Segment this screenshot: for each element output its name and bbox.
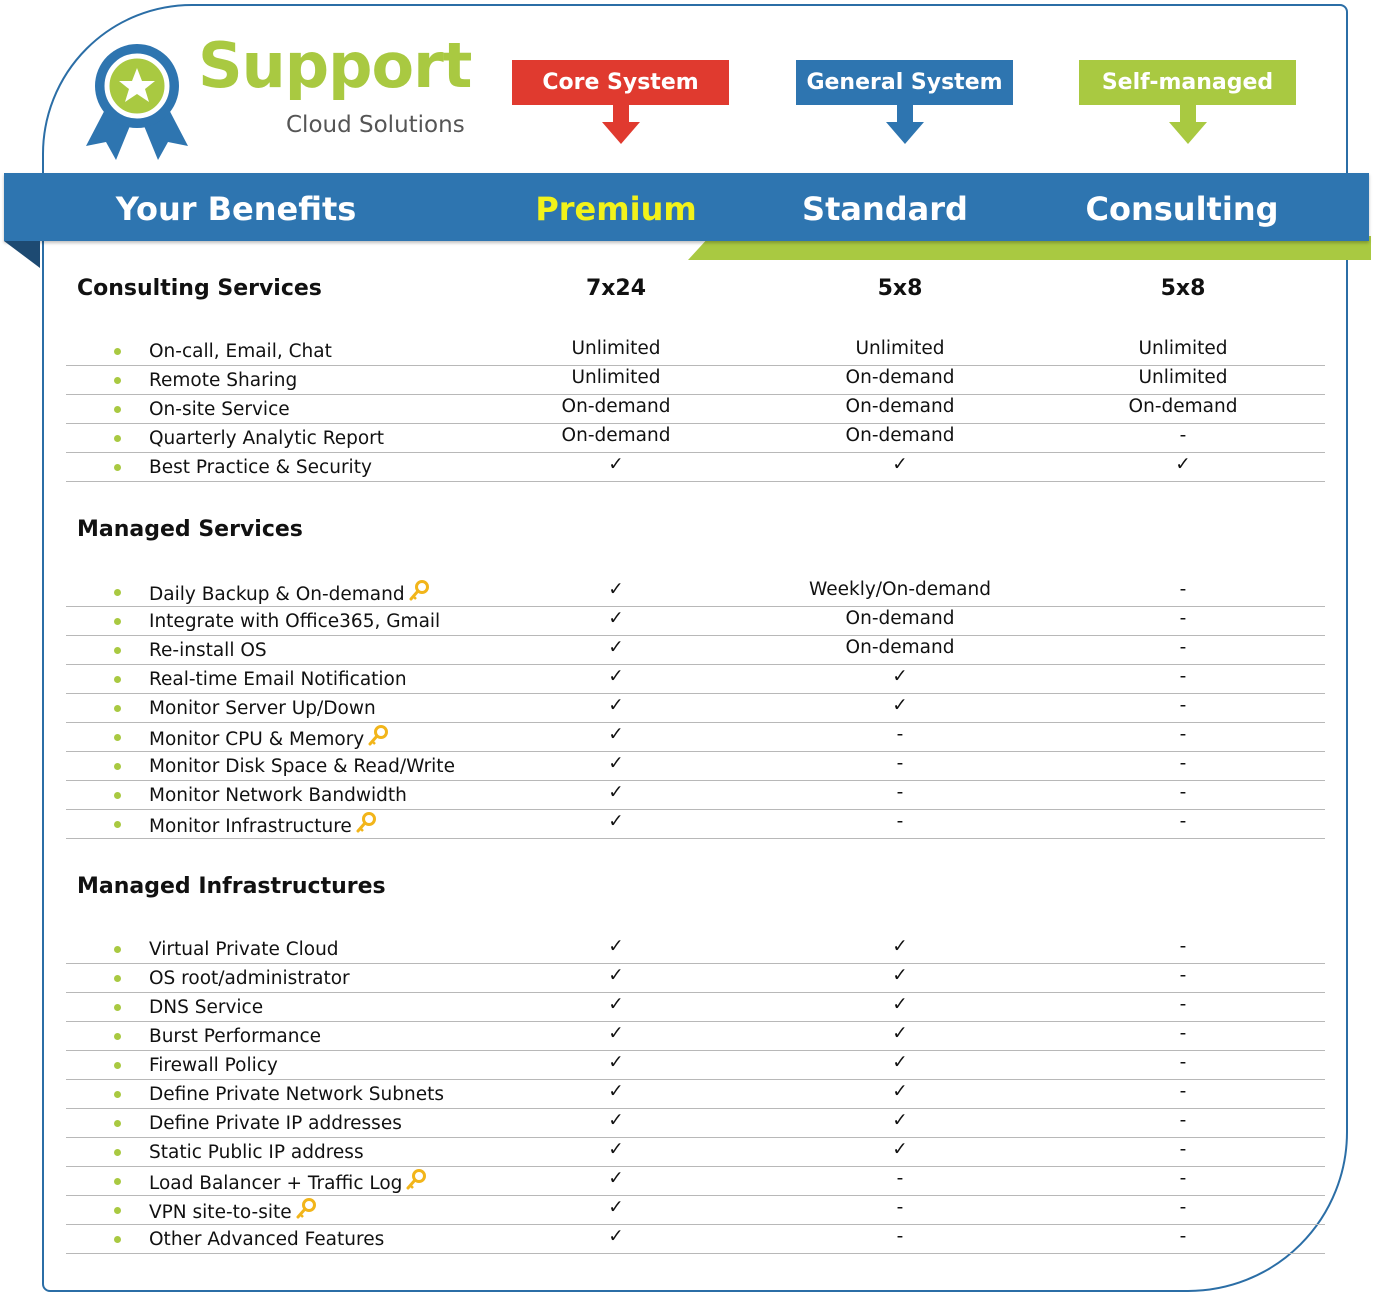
row-label bbox=[149, 696, 376, 722]
checkmark-icon: ✓ bbox=[608, 695, 624, 716]
row-label bbox=[149, 937, 339, 963]
checkmark-icon: ✓ bbox=[608, 1197, 624, 1218]
cell-value: On-demand bbox=[845, 425, 955, 446]
section-title: Managed Services bbox=[77, 517, 303, 542]
table-row bbox=[66, 1079, 1325, 1109]
bullet-icon bbox=[114, 1062, 121, 1069]
header-plan-standard: Standard bbox=[802, 190, 968, 228]
cell-value: - bbox=[1179, 608, 1187, 629]
checkmark-icon: ✓ bbox=[608, 579, 624, 600]
table-row bbox=[66, 751, 1325, 781]
table-row bbox=[66, 365, 1325, 395]
tier-callout-self-managed bbox=[1079, 60, 1296, 105]
row-label-text: Monitor Network Bandwidth bbox=[149, 785, 407, 806]
cell-value: - bbox=[1179, 965, 1187, 986]
bullet-icon bbox=[114, 464, 121, 471]
cell-value: - bbox=[896, 753, 904, 774]
cell-value: - bbox=[896, 724, 904, 745]
bullet-icon bbox=[114, 676, 121, 683]
cell-value: On-demand bbox=[845, 608, 955, 629]
row-label-text: Quarterly Analytic Report bbox=[149, 428, 385, 449]
checkmark-icon: ✓ bbox=[608, 1139, 624, 1160]
table-row bbox=[66, 934, 1325, 964]
row-label-text: VPN site-to-site bbox=[149, 1202, 292, 1223]
bullet-icon bbox=[114, 1236, 121, 1243]
bullet-icon bbox=[114, 647, 121, 654]
header-benefits: Your Benefits bbox=[115, 190, 357, 228]
cell-value: - bbox=[1179, 994, 1187, 1015]
row-label-text: Monitor Disk Space & Read/Write bbox=[149, 756, 455, 777]
row-label bbox=[149, 397, 290, 423]
checkmark-icon: ✓ bbox=[892, 666, 908, 687]
bullet-icon bbox=[114, 1004, 121, 1011]
checkmark-icon: ✓ bbox=[608, 782, 624, 803]
cell-value: - bbox=[896, 782, 904, 803]
bullet-icon bbox=[114, 1178, 121, 1185]
bullet-icon bbox=[114, 734, 121, 741]
checkmark-icon: ✓ bbox=[892, 1052, 908, 1073]
cell-value: Weekly/On-demand bbox=[809, 579, 991, 600]
table-row bbox=[66, 664, 1325, 694]
row-label-text: Virtual Private Cloud bbox=[149, 939, 339, 960]
row-label bbox=[149, 783, 407, 809]
checkmark-icon: ✓ bbox=[608, 753, 624, 774]
bullet-icon bbox=[114, 406, 121, 413]
checkmark-icon: ✓ bbox=[608, 724, 624, 745]
bullet-icon bbox=[114, 348, 121, 355]
row-label-text: Other Advanced Features bbox=[149, 1229, 385, 1250]
row-label bbox=[149, 995, 263, 1021]
checkmark-icon: ✓ bbox=[892, 1081, 908, 1102]
checkmark-icon: ✓ bbox=[892, 1023, 908, 1044]
checkmark-icon: ✓ bbox=[608, 936, 624, 957]
checkmark-icon: ✓ bbox=[608, 454, 624, 475]
cell-value: On-demand bbox=[1128, 396, 1238, 417]
table-row bbox=[66, 722, 1325, 752]
table-row bbox=[66, 577, 1325, 607]
row-label-text: Integrate with Office365, Gmail bbox=[149, 611, 441, 632]
cell-value: - bbox=[1179, 1226, 1187, 1247]
row-label-text: Static Public IP address bbox=[149, 1142, 364, 1163]
table-row bbox=[66, 606, 1325, 636]
row-label bbox=[149, 1111, 402, 1137]
section-hours: 7x24 bbox=[585, 276, 647, 301]
tier-callout-core-system bbox=[512, 60, 729, 105]
bullet-icon bbox=[114, 975, 121, 982]
row-label-text: Real-time Email Notification bbox=[149, 669, 407, 690]
cell-value: Unlimited bbox=[571, 367, 661, 388]
checkmark-icon: ✓ bbox=[608, 637, 624, 658]
section-title: Managed Infrastructures bbox=[77, 874, 386, 899]
cell-value: - bbox=[1179, 695, 1187, 716]
cell-value: - bbox=[1179, 811, 1187, 832]
checkmark-icon: ✓ bbox=[608, 1226, 624, 1247]
table-row bbox=[66, 336, 1325, 366]
bullet-icon bbox=[114, 377, 121, 384]
checkmark-icon: ✓ bbox=[608, 666, 624, 687]
row-label-text: On-site Service bbox=[149, 399, 290, 420]
row-label bbox=[149, 1082, 444, 1108]
cell-value: Unlimited bbox=[571, 338, 661, 359]
row-label-text: Monitor Server Up/Down bbox=[149, 698, 376, 719]
bullet-icon bbox=[114, 1207, 121, 1214]
tier-callout-general-system bbox=[796, 60, 1013, 105]
checkmark-icon: ✓ bbox=[892, 1139, 908, 1160]
row-label bbox=[149, 368, 297, 394]
row-label-text: Define Private Network Subnets bbox=[149, 1084, 444, 1105]
table-row bbox=[66, 423, 1325, 453]
checkmark-icon: ✓ bbox=[608, 1023, 624, 1044]
row-label-text: On-call, Email, Chat bbox=[149, 341, 332, 362]
key-icon bbox=[355, 812, 377, 842]
table-row bbox=[66, 635, 1325, 665]
table-row bbox=[66, 963, 1325, 993]
row-label-text: Firewall Policy bbox=[149, 1055, 278, 1076]
bullet-icon bbox=[114, 1149, 121, 1156]
checkmark-icon: ✓ bbox=[892, 994, 908, 1015]
checkmark-icon: ✓ bbox=[608, 994, 624, 1015]
table-row bbox=[66, 992, 1325, 1022]
row-label-text: Burst Performance bbox=[149, 1026, 322, 1047]
cell-value: Unlimited bbox=[855, 338, 945, 359]
cell-value: On-demand bbox=[561, 396, 671, 417]
bullet-icon bbox=[114, 1091, 121, 1098]
tier-label: Self-managed bbox=[1101, 70, 1274, 95]
cell-value: On-demand bbox=[845, 367, 955, 388]
tier-label: Core System bbox=[542, 70, 699, 95]
row-label bbox=[149, 455, 372, 481]
table-row bbox=[66, 1137, 1325, 1167]
bullet-icon bbox=[114, 1120, 121, 1127]
bullet-icon bbox=[114, 435, 121, 442]
row-label bbox=[149, 1227, 384, 1253]
section-hours: 5x8 bbox=[877, 276, 923, 301]
checkmark-icon: ✓ bbox=[608, 1081, 624, 1102]
row-label-text: Define Private IP addresses bbox=[149, 1113, 402, 1134]
table-row bbox=[66, 1108, 1325, 1138]
bullet-icon bbox=[114, 1033, 121, 1040]
cell-value: On-demand bbox=[845, 637, 955, 658]
bullet-icon bbox=[114, 792, 121, 799]
row-label bbox=[149, 667, 407, 693]
cell-value: - bbox=[1179, 936, 1187, 957]
cell-value: - bbox=[1179, 724, 1187, 745]
row-label-text: Daily Backup & On-demand bbox=[149, 584, 405, 605]
table-row bbox=[66, 780, 1325, 810]
table-row bbox=[66, 394, 1325, 424]
row-label-text: Monitor CPU & Memory bbox=[149, 729, 365, 750]
cell-value: - bbox=[896, 1197, 904, 1218]
table-row bbox=[66, 809, 1325, 839]
cell-value: - bbox=[1179, 1197, 1187, 1218]
checkmark-icon: ✓ bbox=[608, 965, 624, 986]
brand-subtitle: Cloud Solutions bbox=[286, 112, 465, 138]
row-label-text: Best Practice & Security bbox=[149, 457, 372, 478]
checkmark-icon: ✓ bbox=[892, 454, 908, 475]
checkmark-icon: ✓ bbox=[892, 1110, 908, 1131]
checkmark-icon: ✓ bbox=[608, 811, 624, 832]
table-row bbox=[66, 452, 1325, 482]
checkmark-icon: ✓ bbox=[608, 1168, 624, 1189]
checkmark-icon: ✓ bbox=[608, 608, 624, 629]
row-label bbox=[149, 426, 384, 452]
brand-title: Support bbox=[198, 29, 472, 102]
table-row bbox=[66, 1224, 1325, 1254]
bullet-icon bbox=[114, 946, 121, 953]
cell-value: - bbox=[1179, 1052, 1187, 1073]
tier-label: General System bbox=[806, 70, 1003, 95]
cell-value: - bbox=[1179, 782, 1187, 803]
row-label bbox=[149, 1053, 278, 1079]
row-label bbox=[149, 609, 440, 635]
cell-value: - bbox=[1179, 1023, 1187, 1044]
checkmark-icon: ✓ bbox=[1175, 454, 1191, 475]
row-label-text: Monitor Infrastructure bbox=[149, 816, 352, 837]
row-label bbox=[149, 966, 350, 992]
checkmark-icon: ✓ bbox=[608, 1052, 624, 1073]
checkmark-icon: ✓ bbox=[892, 936, 908, 957]
row-label-text: OS root/administrator bbox=[149, 968, 350, 989]
section-hours: 5x8 bbox=[1160, 276, 1206, 301]
table-row bbox=[66, 1166, 1325, 1196]
cell-value: On-demand bbox=[845, 396, 955, 417]
cell-value: - bbox=[1179, 1168, 1187, 1189]
cell-value: - bbox=[1179, 666, 1187, 687]
cell-value: - bbox=[1179, 1110, 1187, 1131]
table-row bbox=[66, 1021, 1325, 1051]
header-band-fold bbox=[4, 241, 40, 268]
cell-value: On-demand bbox=[561, 425, 671, 446]
table-row bbox=[66, 693, 1325, 723]
checkmark-icon: ✓ bbox=[892, 695, 908, 716]
row-label bbox=[149, 638, 267, 664]
header-plan-premium: Premium bbox=[535, 190, 697, 228]
row-label bbox=[149, 1024, 321, 1050]
cell-value: Unlimited bbox=[1138, 367, 1228, 388]
cell-value: - bbox=[1179, 1139, 1187, 1160]
bullet-icon bbox=[114, 821, 121, 828]
bullet-icon bbox=[114, 763, 121, 770]
cell-value: - bbox=[1179, 579, 1187, 600]
row-label bbox=[149, 1140, 364, 1166]
checkmark-icon: ✓ bbox=[608, 1110, 624, 1131]
row-label-text: Re-install OS bbox=[149, 640, 267, 661]
cell-value: - bbox=[1179, 1081, 1187, 1102]
table-row bbox=[66, 1195, 1325, 1225]
cell-value: - bbox=[896, 1226, 904, 1247]
cell-value: - bbox=[1179, 753, 1187, 774]
row-label bbox=[149, 754, 455, 780]
row-label bbox=[149, 812, 377, 842]
award-badge-icon bbox=[82, 38, 192, 162]
checkmark-icon: ✓ bbox=[892, 965, 908, 986]
table-row bbox=[66, 1050, 1325, 1080]
row-label-text: Remote Sharing bbox=[149, 370, 298, 391]
cell-value: - bbox=[1179, 425, 1187, 446]
cell-value: Unlimited bbox=[1138, 338, 1228, 359]
row-label-text: DNS Service bbox=[149, 997, 264, 1018]
cell-value: - bbox=[896, 1168, 904, 1189]
row-label-text: Load Balancer + Traffic Log bbox=[149, 1173, 403, 1194]
bullet-icon bbox=[114, 589, 121, 596]
row-label bbox=[149, 339, 332, 365]
bullet-icon bbox=[114, 618, 121, 625]
header-plan-consulting: Consulting bbox=[1085, 190, 1279, 228]
section-title: Consulting Services bbox=[77, 276, 322, 301]
cell-value: - bbox=[896, 811, 904, 832]
bullet-icon bbox=[114, 705, 121, 712]
cell-value: - bbox=[1179, 637, 1187, 658]
